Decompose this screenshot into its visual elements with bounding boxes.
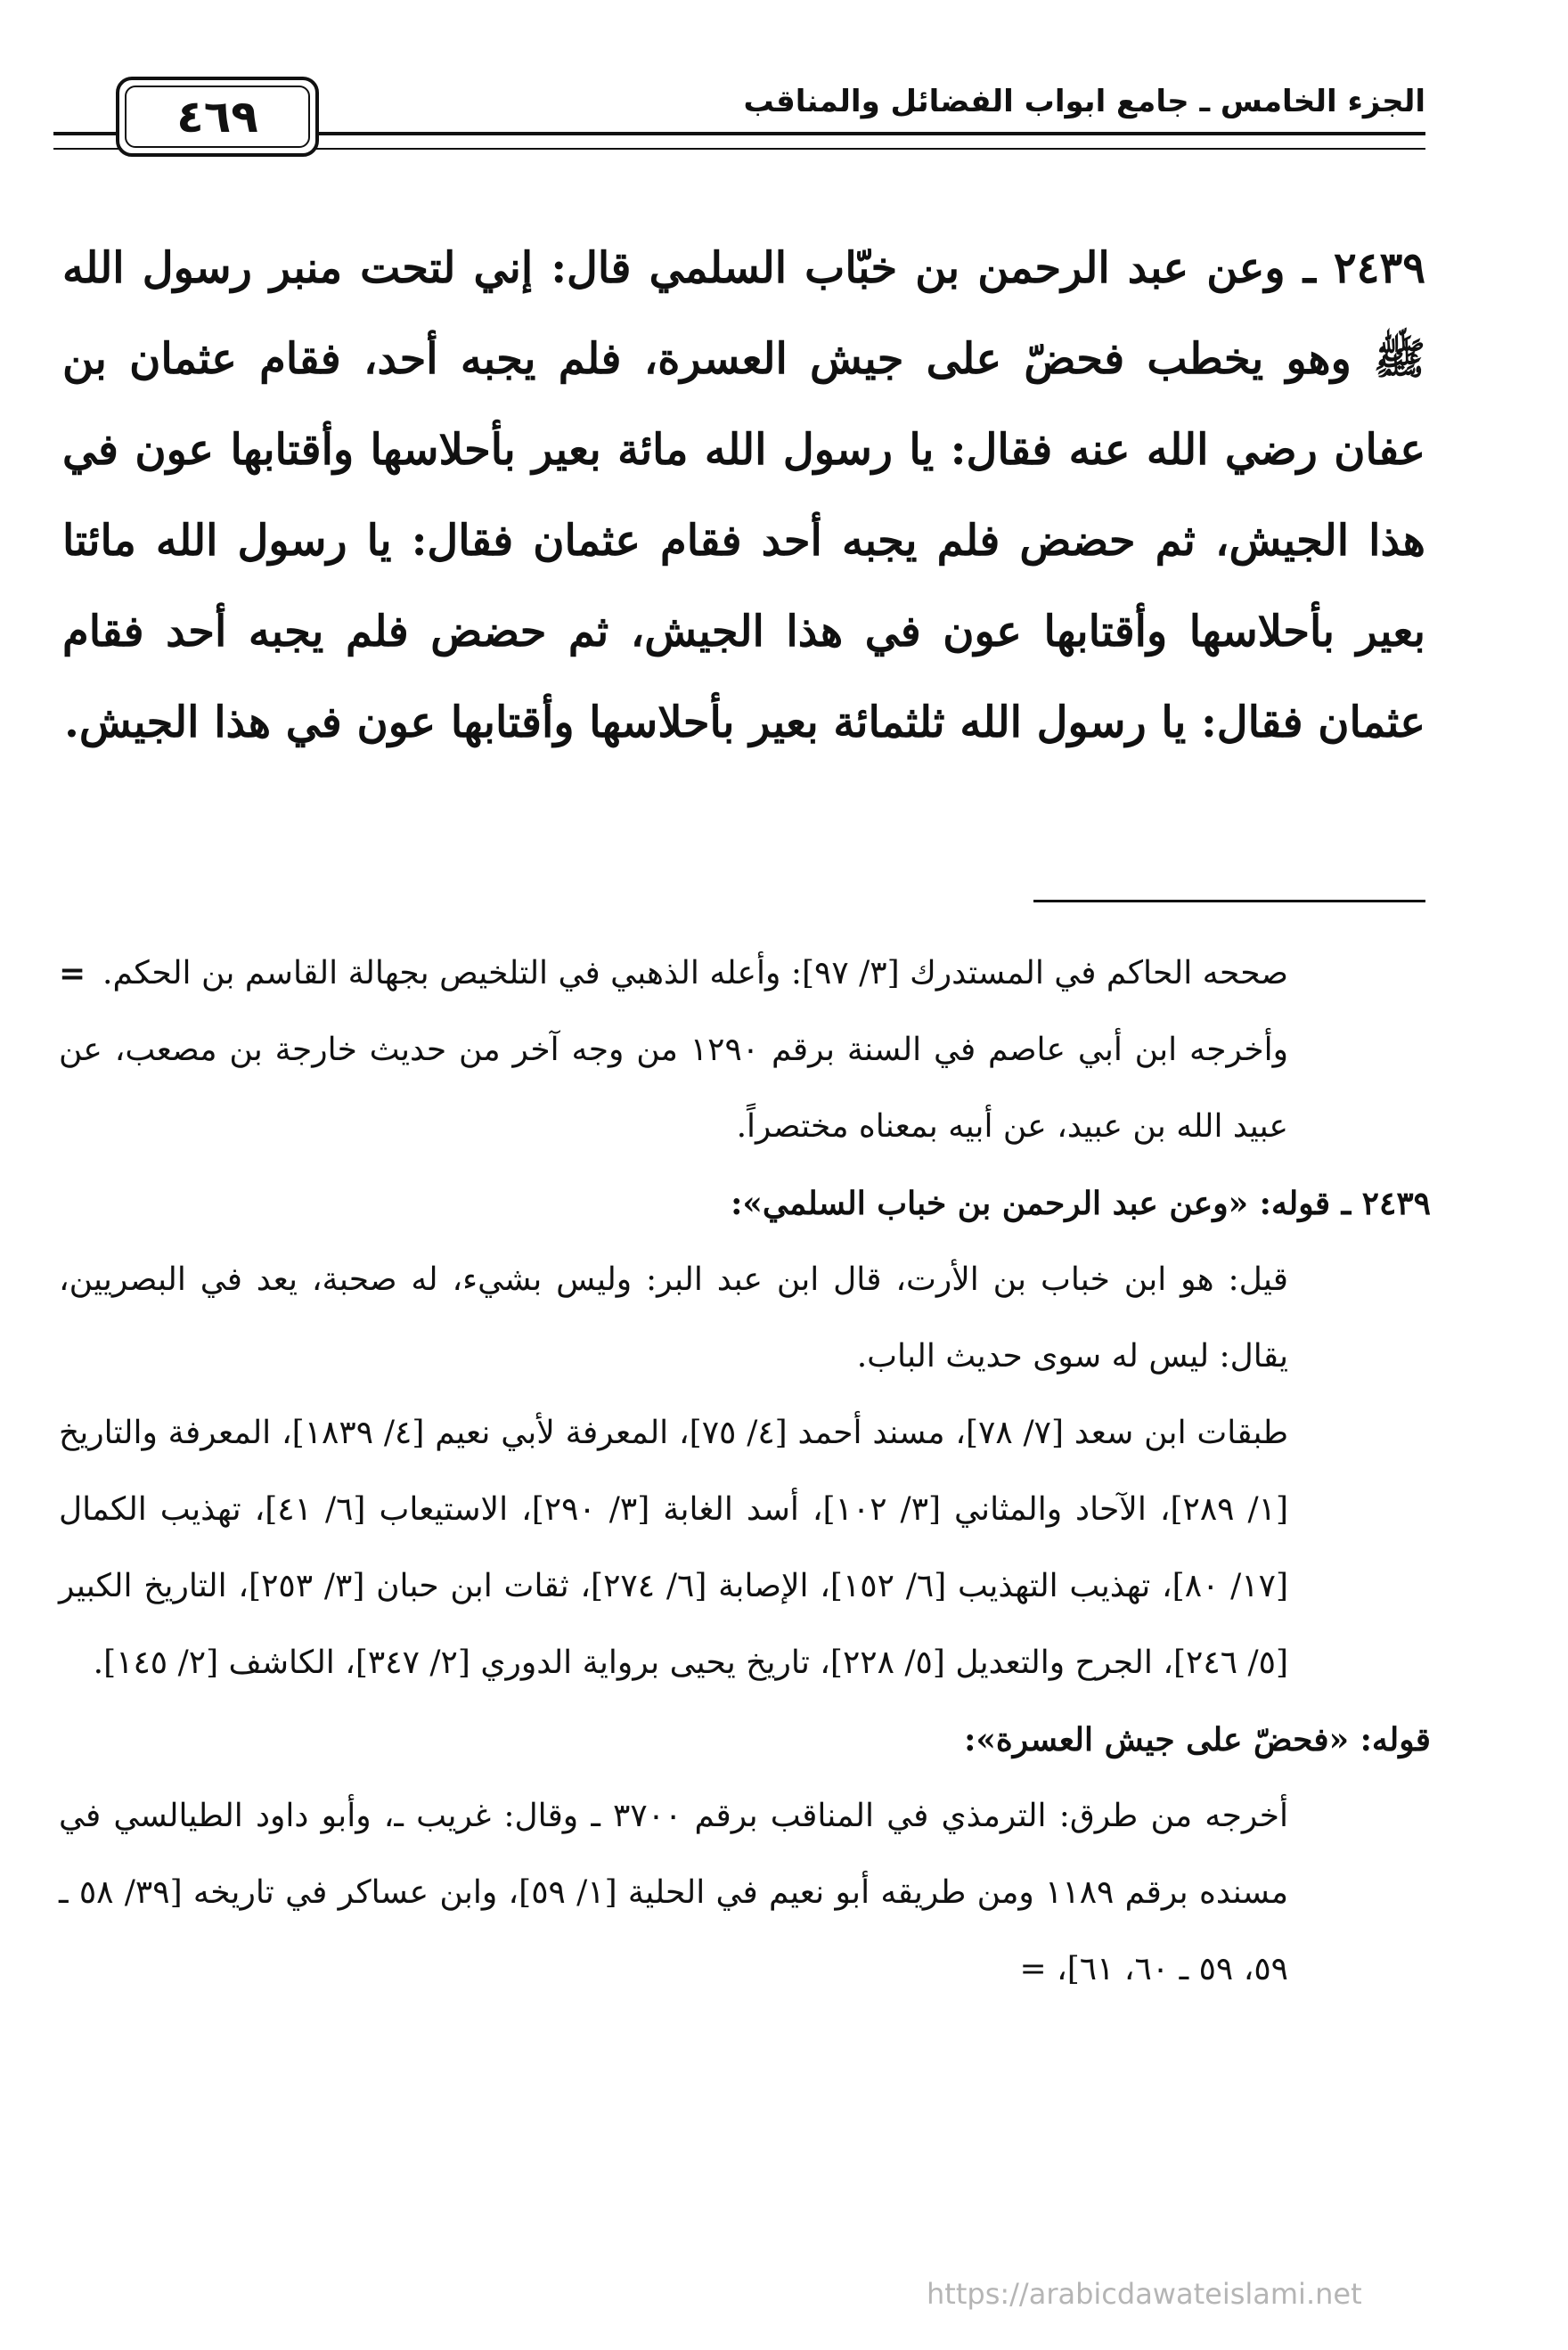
commentary-paragraph: قيل: هو ابن خباب بن الأرت، قال ابن عبد البر: وليس بشيء، له صحبة، يعد في البصريين، يقال: ليس له سوى حديث الباب. — [59, 1261, 1288, 1375]
running-title: الجزء الخامس ـ جامع ابواب الفضائل والمناقب — [743, 84, 1425, 119]
commentary-heading: ٢٤٣٩ ـ قوله: «وعن عبد الرحمن بن خباب السلمي»: — [731, 1185, 1431, 1222]
footnote-paragraph: وأخرجه ابن أبي عاصم في السنة برقم ١٢٩٠ من وجه آخر من حديث خارجة بن مصعب، عن عبيد الله بن عبيد، عن أبيه بمعناه مختصراً. — [59, 1032, 1288, 1145]
page-number: ٤٦٩ — [176, 91, 258, 143]
footnote-separator — [1033, 900, 1425, 902]
page-header — [53, 77, 1425, 166]
watermark: https://arabicdawateislami.net — [927, 2277, 1362, 2311]
commentary-paragraph — [59, 1778, 1431, 2008]
commentary-text: أخرجه من طرق: الترمذي في المناقب برقم ٣٧٠٠ ـ وقال: غريب ـ، وأبو داود الطيالسي في مسنده برقم ١١٨٩ ومن طريقه أبو نعيم في الحلية [١/ ٥٩]، وابن عساكر في تاريخه [٣٩/ ٥٨ ـ ٥٩، ٥٩ ـ ٦٠، ٦١]، — [59, 1798, 1288, 1987]
commentary-paragraph: طبقات ابن سعد [٧/ ٧٨]، مسند أحمد [٤/ ٧٥]، المعرفة لأبي نعيم [٤/ ١٨٣٩]، المعرفة والتاريخ [١/ ٢٨٩]، الآحاد والمثاني [٣/ ١٠٢]، أسد الغابة [٣/ ٢٩٠]، الاستيعاب [٦/ ٤١]، تهذيب الكمال [١٧/ ٨٠]، تهذيب التهذيب [٦/ ١٥٢]، الإصابة [٦/ ٢٧٤]، ثقات ابن حبان [٣/ ٢٥٣]، التاريخ الكبير [٥/ ٢٤٦]، الجرح والتعديل [٥/ ٢٢٨]، تاريخ يحيى برواية الدوري [٢/ ٣٤٧]، الكاشف [٢/ ١٤٥]. — [59, 1415, 1289, 1681]
commentary-heading: قوله: «فحضّ على جيش العسرة»: — [964, 1721, 1431, 1758]
notes-section — [59, 935, 1431, 2008]
continuation-marker-top: = — [59, 955, 86, 992]
hadith-text: ٢٤٣٩ ـ وعن عبد الرحمن بن خبّاب السلمي قال: إني لتحت منبر رسول الله ﷺ وهو يخطب فحضّ على جيش العسرة، فلم يجبه أحد، فقام عثمان بن عفان رضي الله عنه فقال: يا رسول الله مائة بعير بأحلاسها وأقتابها عون في هذا الجيش، ثم حضض فلم يجبه أحد فقام عثمان فقال: يا رسول الله مائتا بعير بأحلاسها وأقتابها عون في هذا الجيش، ثم حضض فلم يجبه أحد فقام عثمان فقال: يا رسول الله ثلثمائة بعير بأحلاسها وأقتابها عون في هذا الجيش. — [62, 243, 1426, 747]
continuation-marker-bottom: = — [1019, 1951, 1047, 1987]
page-number-frame — [116, 77, 319, 157]
footnote-paragraph: صححه الحاكم في المستدرك [٣/ ٩٧]: وأعله الذهبي في التلخيص بجهالة القاسم بن الحكم. — [102, 955, 1288, 991]
